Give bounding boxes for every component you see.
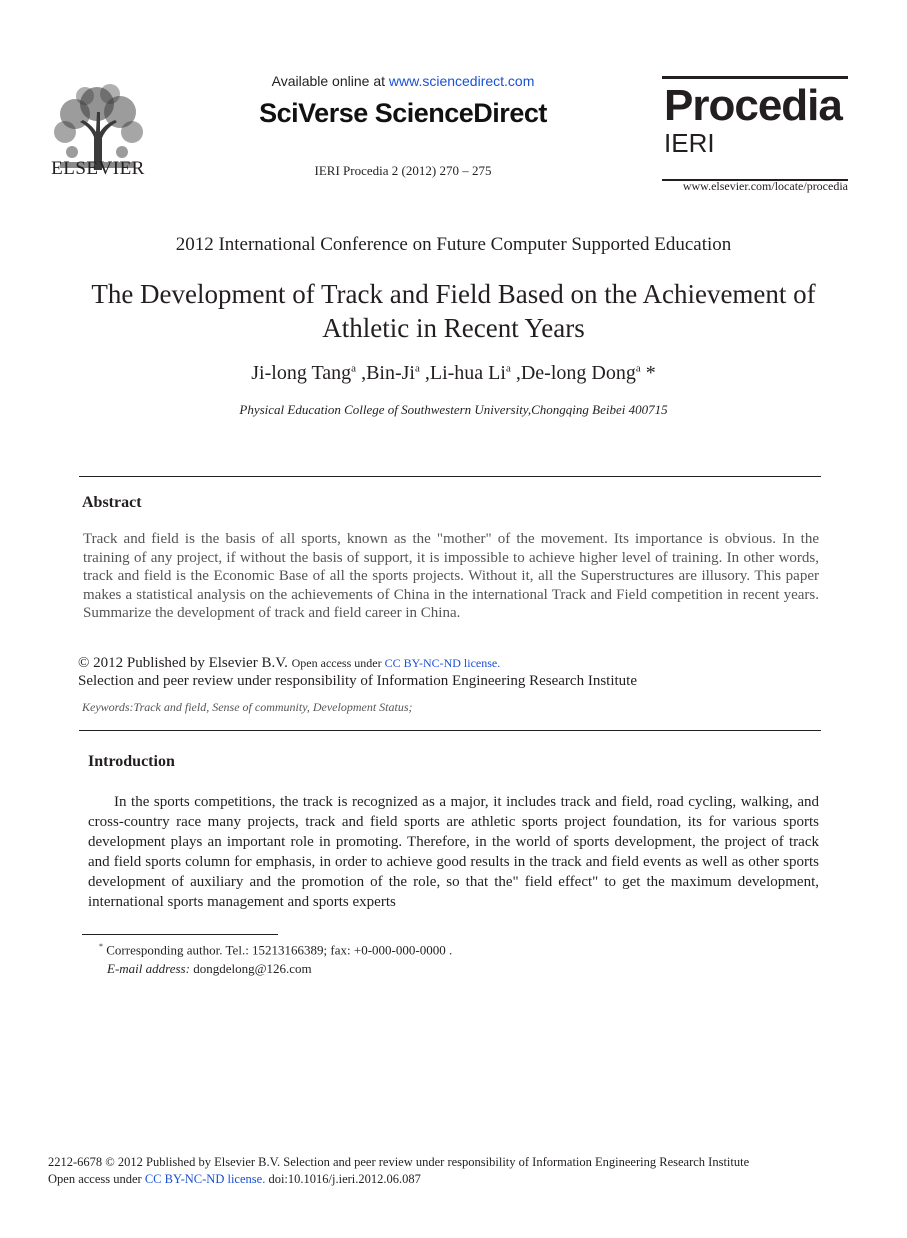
procedia-wordmark: Procedia: [664, 81, 842, 130]
elsevier-wordmark: ELSEVIER: [51, 158, 145, 179]
sciencedirect-link[interactable]: www.sciencedirect.com: [388, 73, 535, 89]
email-note: E-mail address: dongdelong@126.com: [107, 961, 312, 976]
license-link[interactable]: CC BY-NC-ND license.: [384, 656, 501, 670]
abstract-heading: Abstract: [82, 494, 142, 511]
author-name: ,Li-hua Li: [419, 362, 506, 384]
introduction-body: In the sports competitions, the track is recognized as a major, it includes track and field, road cycling, walking, and cross-country race many projects, track and field sports are athletic sports project foundation, its for various sports development plays an important role in promoting. Therefore, in the world of sports development, the project of track and field sports column for emphasis, in order to achieve good results in the track and field events as well as other sports development of auxiliary and the promotion of the role, so that the" field effect" to get the maximum development, international sports management and sports experts: [88, 794, 819, 910]
journal-citation: IERI Procedia 2 (2012) 270 – 275: [314, 163, 492, 178]
journal-url[interactable]: www.elsevier.com/locate/procedia: [682, 179, 848, 193]
author-name: Ji-long Tang: [251, 362, 352, 384]
paper-title: The Development of Track and Field Based on the Achievement of Athletic in Recent Years: [91, 279, 816, 343]
peer-review-statement: Selection and peer review under responsibility of Information Engineering Research Institute: [78, 673, 637, 689]
conference-name: 2012 International Conference on Future Computer Supported Education: [175, 234, 732, 255]
author-list: Ji-long Tang$^a$ ,Bin-Ji$^a$ ,Li-hua Li$^a$ ,De-long Dong$^a$ *: [251, 362, 656, 384]
author-name: ,De-long Dong: [510, 362, 636, 384]
divider: [79, 730, 821, 731]
footnote-rule: [82, 934, 278, 935]
copyright-line: © 2012 Published by Elsevier B.V. Open access under CC BY-NC-ND license.: [78, 655, 501, 671]
keywords: Keywords:Track and field, Sense of community, Development Status;: [82, 700, 413, 714]
footer-doi: Open access under CC BY-NC-ND license. doi:10.1016/j.ieri.2012.06.087: [48, 1172, 421, 1186]
corresponding-author-note: * Corresponding author. Tel.: 15213166389; fax: +0-000-000-0000 .: [99, 942, 453, 958]
procedia-ieri: IERI: [664, 128, 715, 158]
available-online: Available online at www.sciencedirect.com: [271, 73, 535, 89]
abstract-body: Track and field is the basis of all sports, known as the "mother" of the movement. Its importance is obvious. In the training of any project, if without the basis of support, it is impossible to achieve higher level of training. In other words, track and field is the Economic Base of all the sports projects. Without it, all the Superstructures are illusory. This paper makes a statistical analysis on the achievements of China in the international Track and Field competition in recent years. Summarize the development of track and field career in China.: [83, 531, 819, 622]
author-name: ,Bin-Ji: [356, 362, 415, 384]
footer-issn: 2212-6678 © 2012 Published by Elsevier B.V. Selection and peer review under responsibility of Information Engineering Research Institute: [48, 1155, 750, 1169]
corresponding-marker: *: [640, 362, 656, 384]
divider: [79, 476, 821, 477]
introduction-heading: Introduction: [88, 753, 175, 770]
affiliation: Physical Education College of Southwestern University,Chongqing Beibei 400715: [239, 402, 668, 417]
sciencedirect-brand: SciVerse ScienceDirect: [259, 98, 547, 128]
footer-license-link[interactable]: CC BY-NC-ND license.: [144, 1172, 266, 1186]
